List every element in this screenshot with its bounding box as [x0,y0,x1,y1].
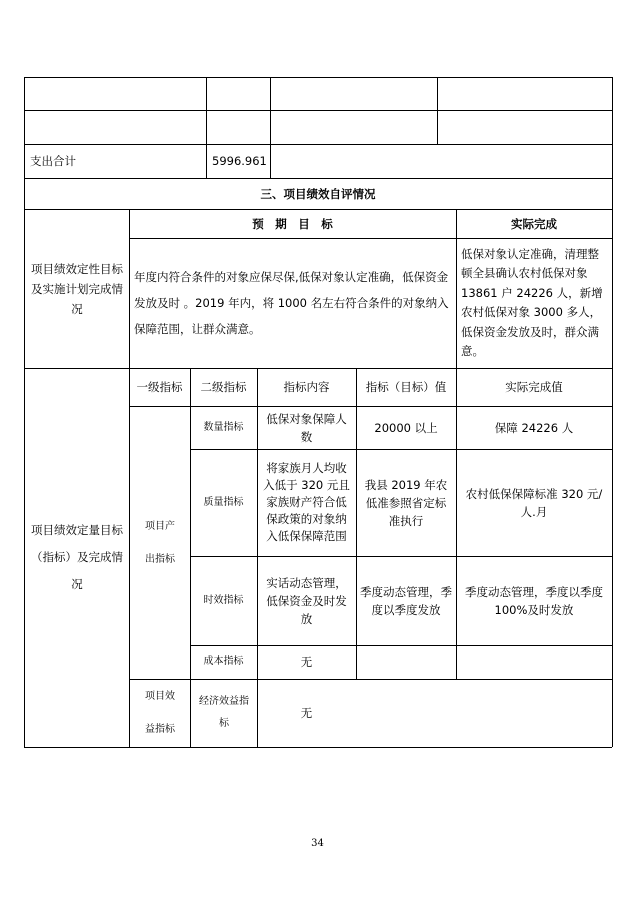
header-actual: 实际完成值 [505,380,563,394]
row-level2: 时效指标 [203,594,244,606]
qualitative-label: 项目绩效定性目标及实施计划完成情况 [31,261,123,316]
row-content: 将家族月人均收入低于 320 元且家族财产符合低保政策的对象纳入低保保障范围 [263,461,350,543]
row-level2: 数量指标 [203,421,244,433]
header-level1: 一级指标 [136,380,183,394]
rule [356,368,357,679]
actual-header: 实际完成 [511,216,557,231]
row-actual: 保障 24226 人 [494,420,574,435]
header-content: 指标内容 [283,380,330,394]
rule [24,747,612,748]
rule [612,77,613,747]
level1-output: 项目产出指标 [145,520,175,565]
row-target: 我县 2019 年农低准参照省定标准执行 [364,477,448,528]
header-target: 指标（目标）值 [365,380,447,394]
row-content: 无 [300,706,313,720]
expense-total-value: 5996.961 [212,154,267,168]
rule [24,110,612,111]
row-actual: 季度动态管理，季度以季度 100%及时发放 [465,584,603,617]
rule [270,77,271,178]
expense-total-label: 支出合计 [30,154,76,168]
page-number: 34 [311,838,324,849]
section-title: 三、项目绩效自评情况 [260,186,376,201]
header-level2: 二级指标 [200,380,247,394]
row-actual: 农村低保保障标准 320 元/人.月 [465,486,603,519]
row-content: 无 [300,655,313,669]
rule [456,368,457,679]
row-level2: 质量指标 [203,496,244,508]
row-level2: 经济效益指标 [199,696,249,729]
rule [129,209,130,747]
actual-text: 低保对象认定准确，清理整顿全县确认农村低保对象 13861 户 24226 人，新增农村低保对象 3000 多人，低保资金发放及时，群众满意。 [461,246,603,358]
row-content: 低保对象保障人数 [266,411,347,444]
level1-benefit: 项目效益指标 [145,691,175,735]
target-text: 年度内符合条件的对象应保尽保,低保对象认定准确，低保资金发放及时 。2019 年内，将 1000 名左右符合条件的对象纳入保障范围，让群众满意。 [134,270,449,336]
rule [24,77,612,78]
row-content: 实话动态管理，低保资金及时发放 [266,575,347,626]
rule [257,368,258,679]
rule [437,77,438,144]
row-target: 20000 以上 [374,420,438,435]
rule [206,77,207,178]
row-target: 季度动态管理，季度以季度发放 [360,584,452,617]
row-level2: 成本指标 [203,656,244,667]
target-header: 预 期 目 标 [252,216,333,231]
quantitative-label: 项目绩效定量目标（指标）及完成情况 [31,523,123,591]
